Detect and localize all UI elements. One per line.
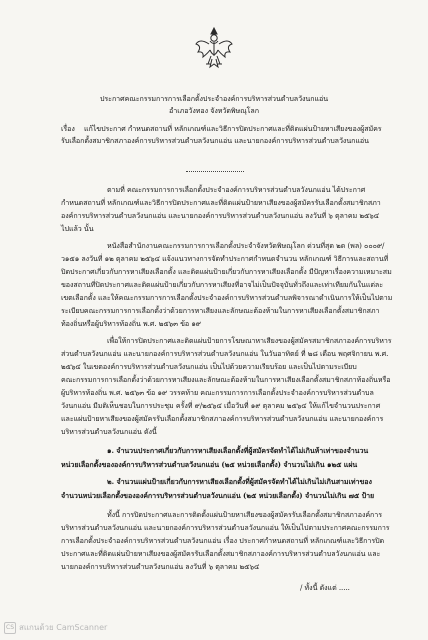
divider	[186, 171, 244, 172]
garuda-emblem-icon	[194, 26, 234, 70]
body-line: กำหนดสถานที่ หลักเกณฑ์และวิธีการปิดประกาศและที่ติดแผ่นป้ายหาเสียงของผู้สมัครรับเลือกตั้งสมาชิกสภา	[61, 198, 381, 207]
body-line: หนังสือสำนักงานคณะกรรมการการเลือกตั้งประจำจังหวัดพิษณุโลก ด่วนที่สุด ๒ด (พล) ๐๐๐๙/	[107, 241, 385, 250]
body-line: ไปแล้ว นั้น	[61, 224, 94, 233]
body-line: ส่วนตำบลวังนกแอ่น และนายกองค์การบริหารส่วนตำบลวังนกแอ่น ในวันอาทิตย์ ที่ ๒๘ เดือน พฤศจิกายน พ.ศ.	[61, 349, 389, 358]
body-line: เขตเลือกตั้ง และให้คณะกรรมการการเลือกตั้งประจำองค์การบริหารส่วนตำบลพิจารณาดำเนินการให้เป็นไปตาม	[61, 293, 393, 302]
camscanner-watermark	[4, 621, 107, 634]
closing-line: ประกาศและที่ติดแผ่นป้ายหาเสียงของผู้สมัครรับเลือกตั้งสมาชิกสภาองค์การบริหารส่วนตำบลวังนกแอ่น และ	[61, 549, 381, 558]
item-2-line-2: จำนวนหน่วยเลือกตั้งขององค์การบริหารส่วนตำบลวังนกแอ่น (๒๕ หน่วยเลือกตั้ง) จำนวนไม่เกิน ๗๕ ป้าย	[61, 491, 375, 500]
body-line: ว๑๕๑ ลงวันที่ ๑๒ ตุลาคม ๒๕๖๔ แจ้งแนวทางการจัดทำประกาศกำหนดจำนวน หลักเกณฑ์ วิธีการและสถานที่	[61, 254, 389, 263]
body-line: ผู้บริหารท้องถิ่น พ.ศ. ๒๕๖๓ ข้อ ๑๙ วรรคท้าย คณะกรรมการการเลือกตั้งประจำองค์การบริหารส่วนตำบล	[61, 388, 374, 397]
body-line: คณะกรรมการการเลือกตั้งว่าด้วยการหาเสียงและลักษณะต้องห้ามในการหาเสียงเลือกตั้งสมาชิกสภาท้องถิ่นหรือ	[61, 375, 391, 384]
body-line: องค์การบริหารส่วนตำบลวังนกแอ่น และนายกองค์การบริหารส่วนตำบลวังนกแอ่น ลงวันที่ ๖ ตุลาคม ๒๕๖๔	[61, 211, 380, 220]
item-1-line-1: ๑. จำนวนประกาศเกี่ยวกับการหาเสียงเลือกตั้งที่ผู้สมัครจัดทำได้ไม่เกินห้าเท่าของจำนวน	[107, 446, 369, 455]
body-line: ปิดประกาศเกี่ยวกับการหาเสียงเลือกตั้ง และติดแผ่นป้ายเกี่ยวกับการหาเสียงเลือกตั้ง มีปัญหาเรื่องความเหมาะสม	[61, 267, 392, 276]
body-line: ระเบียบคณะกรรมการการเลือกตั้งว่าด้วยการหาเสียงและลักษณะต้องห้ามในการหาเสียงเลือกตั้งสมาชิกสภา	[61, 306, 380, 315]
closing-line: บริหารส่วนตำบลวังนกแอ่น และนายกองค์การบริหารส่วนตำบลวังนกแอ่น ให้เป็นไปตามประกาศคณะกรรมการ	[61, 523, 390, 532]
scanner-label: สแกนด้วย CamScanner	[19, 623, 108, 632]
item-2-line-1: ๒. จำนวนแผ่นป้ายเกี่ยวกับการหาเสียงเลือกตั้งที่ผู้สมัครจัดทำได้ไม่เกินไม่เกินสามเท่าของ	[107, 477, 372, 486]
item-1-line-2: หน่วยเลือกตั้งขององค์การบริหารส่วนตำบลวังนกแอ่น (๒๕ หน่วยเลือกตั้ง) จำนวนไม่เกิน ๑๒๕ แผ่น	[61, 460, 358, 469]
subject-line-1: แก้ไขประกาศ กำหนดสถานที่ หลักเกณฑ์และวิธีการปิดประกาศและที่ติดแผ่นป้ายหาเสียงของผู้สมัคร	[84, 124, 382, 133]
body-line: วังนกแอ่น มีมติเห็นชอบในการประชุม ครั้งที่ ๙/๒๕๖๔ เมื่อวันที่ ๑๙ ตุลาคม ๒๕๖๔ ให้แก้ไขจำนวนประกาศ	[61, 401, 381, 410]
camscanner-icon: CS	[4, 622, 16, 634]
closing-line: ทั้งนี้ การปิดประกาศและการติดตั้งแผ่นป้ายหาเสียงของผู้สมัครรับเลือกตั้งสมาชิกสภาองค์การ	[107, 510, 383, 519]
continuation-note: / ทั้งนี้ ดังแต่ .....	[300, 583, 350, 592]
announcement-title: ประกาศคณะกรรมการการเลือกตั้งประจำองค์การบริหารส่วนตำบลวังนกแอ่น	[99, 94, 329, 103]
body-line: และแผ่นป้ายหาเสียงของผู้สมัครรับเลือกตั้งสมาชิกสภาองค์การบริหารส่วนตำบลวังนกแอ่น และนายกองค์การ	[61, 414, 384, 423]
body-line: ท้องถิ่นหรือผู้บริหารท้องถิ่น พ.ศ. ๒๕๖๓ ข้อ ๑๙	[61, 319, 201, 328]
body-line: ของสถานที่ปิดประกาศและติดแผ่นป้ายเกี่ยวกับการหาเสียงที่อาจไม่เป็นปัจจุบันทั่วถึงและเท่าเทียมกันในแต่ละ	[61, 280, 383, 289]
body-line: ๒๕๖๔ ในเขตองค์การบริหารส่วนตำบลวังนกแอ่น เป็นไปด้วยความเรียบร้อย และเป็นไปตามระเบียบ	[61, 362, 357, 371]
subject-label: เรื่อง	[61, 124, 75, 133]
district-line: อำเภอวังทอง จังหวัดพิษณุโลก	[169, 106, 259, 115]
body-line: บริหารส่วนตำบลวังนกแอ่น ดังนี้	[61, 427, 157, 436]
body-line: ตามที่ คณะกรรมการการเลือกตั้งประจำองค์การบริหารส่วนตำบลวังนกแอ่น ได้ประกาศ	[107, 185, 366, 194]
closing-line: นายกองค์การบริหารส่วนตำบลวังนกแอ่น ลงวันที่ ๖ ตุลาคม ๒๕๖๔	[61, 562, 260, 571]
closing-line: การเลือกตั้งประจำองค์การบริหารส่วนตำบลวังนกแอ่น เรื่อง ประกาศกำหนดสถานที่ หลักเกณฑ์และวิธีการปิด	[61, 536, 385, 545]
subject-line-2: รับเลือกตั้งสมาชิกสภาองค์การบริหารส่วนตำบลวังนกแอ่น และนายกองค์การบริหารส่วนตำบลวังนกแอ่น	[61, 136, 369, 145]
body-line: เพื่อให้การปิดประกาศและติดแผ่นป้ายการโฆษณาหาเสียงของผู้สมัครสมาชิกสภาองค์การบริหาร	[107, 336, 392, 345]
